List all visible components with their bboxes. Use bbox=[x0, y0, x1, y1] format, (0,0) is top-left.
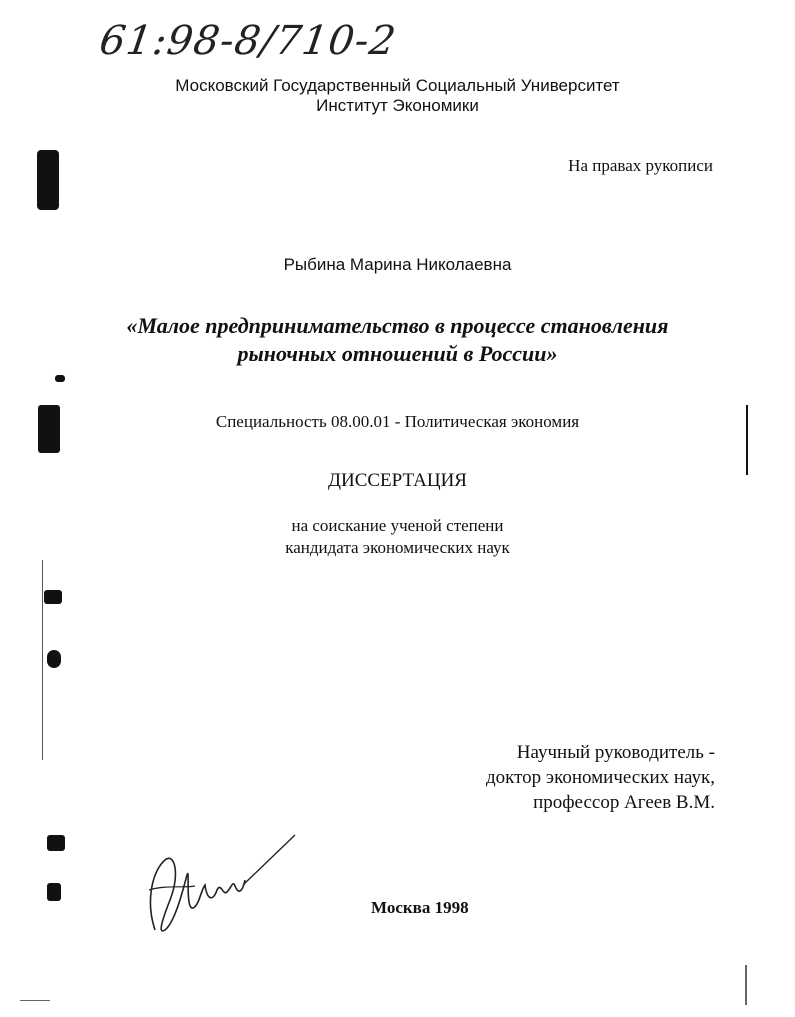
scientific-advisor bbox=[486, 740, 715, 815]
title-line-1: «Малое предпринимательство в процессе становления bbox=[126, 313, 669, 338]
degree-sought bbox=[0, 515, 795, 559]
scan-artifact bbox=[47, 835, 65, 851]
signature-stroke-1 bbox=[150, 858, 245, 931]
scan-edge-line bbox=[746, 405, 748, 475]
scan-artifact bbox=[38, 405, 60, 453]
scan-edge-line bbox=[42, 560, 43, 760]
advisor-line-3: профессор Агеев В.М. bbox=[533, 792, 715, 813]
scan-artifact bbox=[37, 150, 59, 210]
signature-icon bbox=[135, 830, 305, 945]
document-type: ДИССЕРТАЦИЯ bbox=[328, 470, 467, 491]
scan-edge-line bbox=[745, 965, 747, 1005]
author-name: Рыбина Марина Николаевна bbox=[283, 255, 512, 274]
scan-artifact bbox=[44, 590, 62, 604]
degree-line-2: кандидата экономических наук bbox=[285, 538, 510, 557]
scan-artifact bbox=[55, 375, 65, 382]
specialty: Специальность 08.00.01 - Политическая экономия bbox=[215, 412, 580, 431]
institute-name: Институт Экономики bbox=[316, 96, 479, 115]
signature-stroke-2 bbox=[243, 835, 295, 885]
place-and-year: Москва 1998 bbox=[371, 898, 469, 917]
rights-note: На правах рукописи bbox=[568, 156, 713, 175]
title-line-2: рыночных отношений в России» bbox=[237, 341, 558, 366]
scan-artifact bbox=[47, 650, 61, 668]
dissertation-title bbox=[0, 312, 795, 368]
degree-line-1: на соискание ученой степени bbox=[291, 516, 504, 535]
advisor-line-1: Научный руководитель - bbox=[516, 742, 715, 763]
scan-artifact bbox=[47, 883, 61, 901]
scan-edge-line bbox=[20, 1000, 50, 1001]
handwritten-archive-code: 61:98-8/710-2 bbox=[96, 18, 400, 64]
advisor-line-2: доктор экономических наук, bbox=[485, 767, 715, 788]
university-name: Московский Государственный Социальный Университет bbox=[175, 76, 620, 95]
